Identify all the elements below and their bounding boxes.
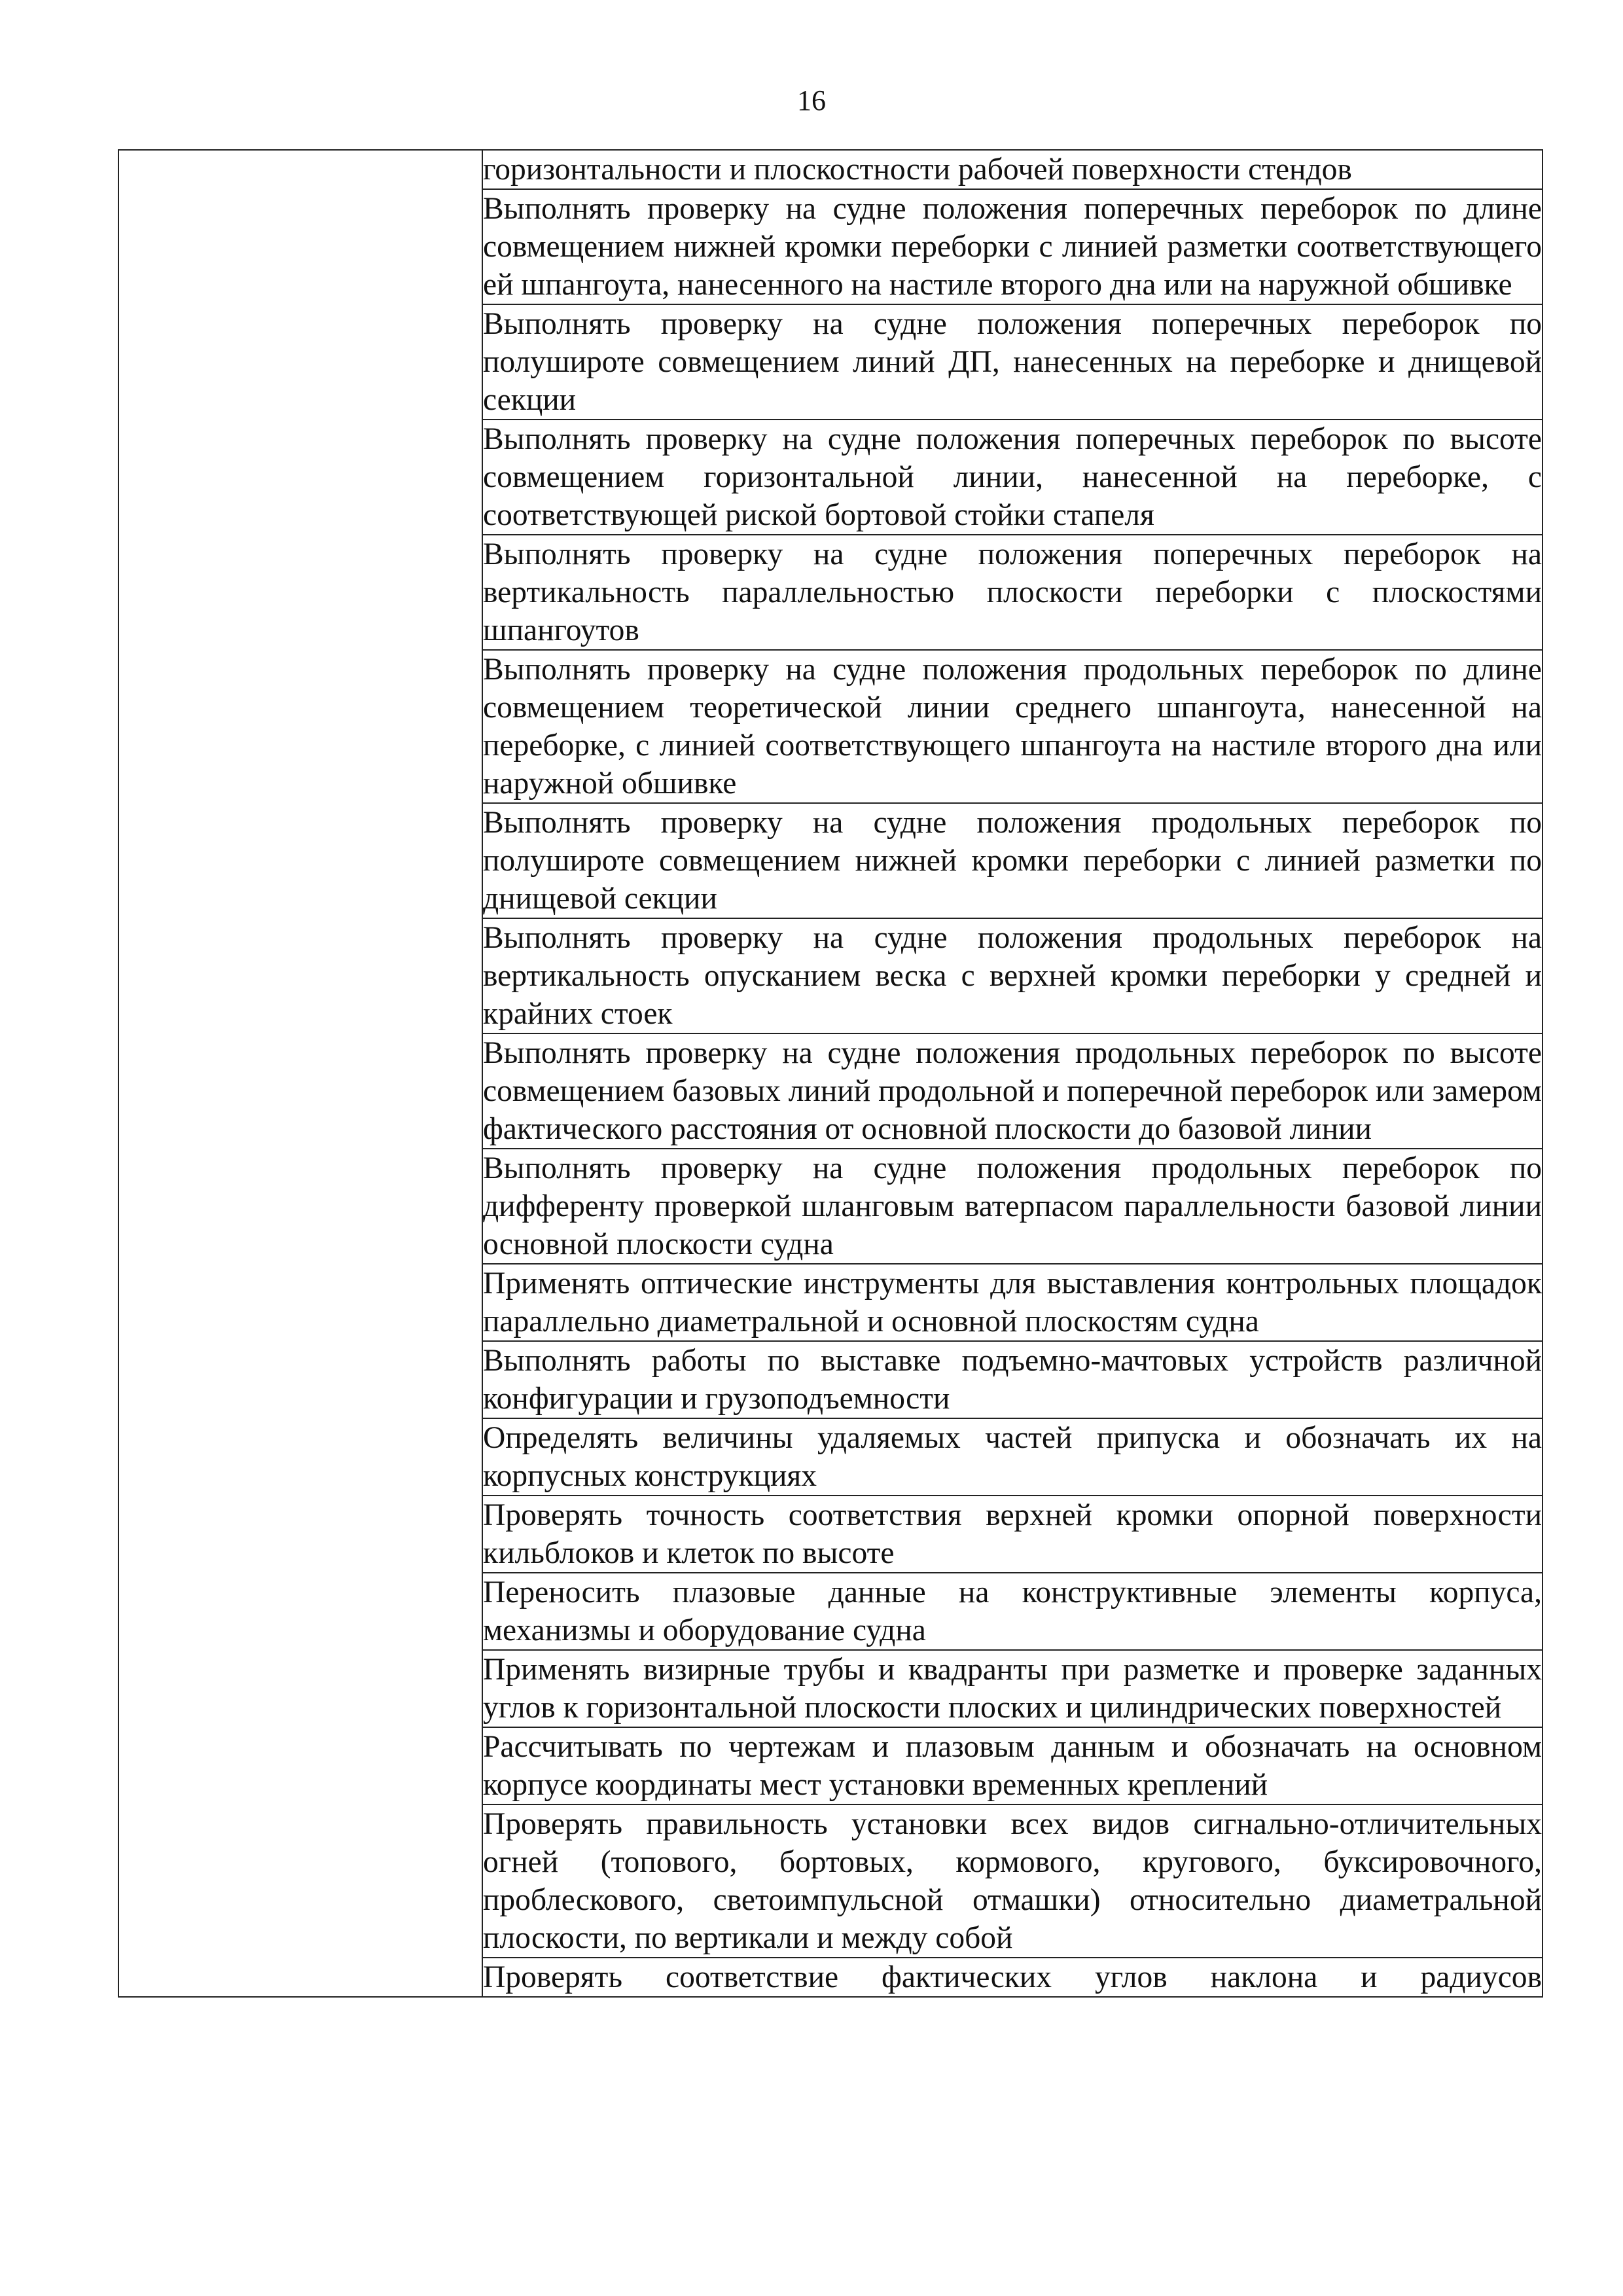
table-cell: Выполнять проверку на судне положения поперечных переборок по длине совмещением нижней кромки переборки с линией разметки соответствующего ей шпангоута, нанесенного на настиле второго дна или на наружной обшивке xyxy=(482,189,1543,304)
table-cell: Проверять правильность установки всех видов сигнально-отличительных огней (топового, бортовых, кормового, кругового, буксировочного, проблескового, светоимпульсной отмашки) относительно диаметральной плоскости, по вертикали и между собой xyxy=(482,1804,1543,1958)
table-cell: Выполнять проверку на судне положения поперечных переборок по полушироте совмещением линий ДП, нанесенных на переборке и днищевой секции xyxy=(482,304,1543,420)
table-cell: Выполнять проверку на судне положения продольных переборок по длине совмещением теоретической линии среднего шпангоута, нанесенной на переборке, с линией соответствующего шпангоута на настиле второго дна или наружной обшивке xyxy=(482,650,1543,803)
table-row xyxy=(118,150,1543,189)
table-cell: Применять оптические инструменты для выставления контрольных площадок параллельно диаметральной и основной плоскостям судна xyxy=(482,1264,1543,1341)
left-column-cell xyxy=(118,150,482,1997)
table-cell: Выполнять проверку на судне положения поперечных переборок по высоте совмещением горизонтальной линии, нанесенной на переборке, с соответствующей риской бортовой стойки стапеля xyxy=(482,420,1543,535)
table-cell: Применять визирные трубы и квадранты при разметке и проверке заданных углов к горизонтальной плоскости плоских и цилиндрических поверхностей xyxy=(482,1650,1543,1727)
table-cell: Выполнять проверку на судне положения продольных переборок по высоте совмещением базовых линий продольной и поперечной переборок или замером фактического расстояния от основной плоскости до базовой линии xyxy=(482,1033,1543,1149)
table-cell: Рассчитывать по чертежам и плазовым данным и обозначать на основном корпусе координаты мест установки временных креплений xyxy=(482,1727,1543,1804)
table-cell: Проверять точность соответствия верхней кромки опорной поверхности кильблоков и клеток по высоте xyxy=(482,1496,1543,1573)
table-cell: Выполнять проверку на судне положения продольных переборок на вертикальность опусканием веска с верхней кромки переборки у средней и крайних стоек xyxy=(482,918,1543,1033)
table-cell: Выполнять проверку на судне положения продольных переборок по полушироте совмещением нижней кромки переборки с линией разметки по днищевой секции xyxy=(482,803,1543,918)
table-cell: Определять величины удаляемых частей припуска и обозначать их на корпусных конструкциях xyxy=(482,1418,1543,1496)
table-cell: Выполнять работы по выставке подъемно-мачтовых устройств различной конфигурации и грузоподъемности xyxy=(482,1341,1543,1418)
table-cell: Проверять соответствие фактических углов наклона и радиусов xyxy=(482,1958,1543,1997)
table-cell: горизонтальности и плоскостности рабочей поверхности стендов xyxy=(482,150,1543,189)
table-cell: Выполнять проверку на судне положения поперечных переборок на вертикальность параллельностью плоскости переборки с плоскостями шпангоутов xyxy=(482,535,1543,650)
page-number: 16 xyxy=(797,84,826,117)
table-cell: Выполнять проверку на судне положения продольных переборок по дифференту проверкой шланговым ватерпасом параллельности базовой линии основной плоскости судна xyxy=(482,1149,1543,1264)
table-cell: Переносить плазовые данные на конструктивные элементы корпуса, механизмы и оборудование судна xyxy=(482,1573,1543,1650)
skills-table xyxy=(118,149,1543,1998)
